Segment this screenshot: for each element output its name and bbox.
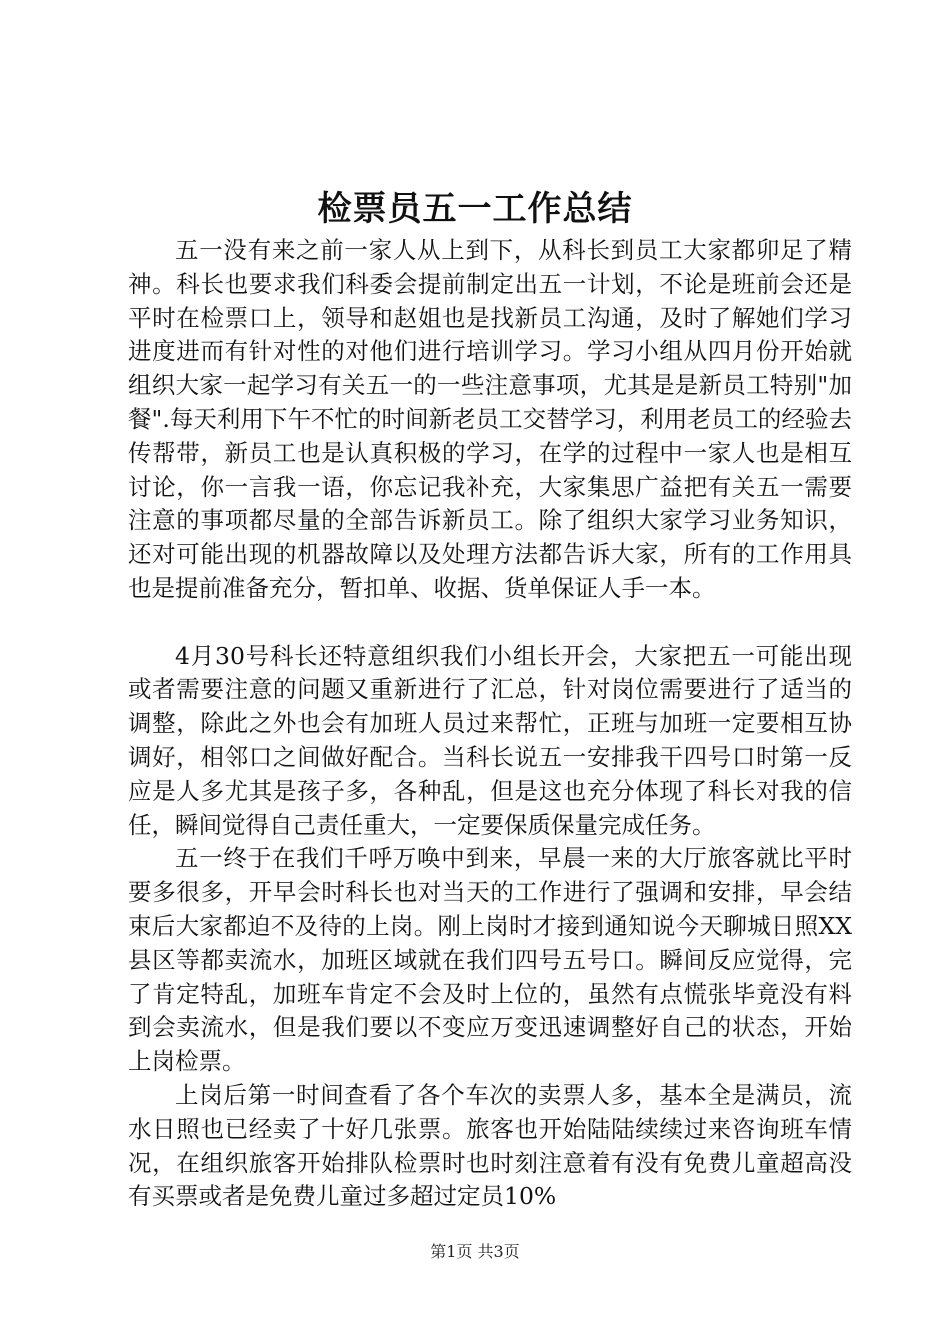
page-footer: 第1页 共3页 — [430, 1242, 520, 1261]
document-title: 检票员五一工作总结 — [317, 189, 633, 229]
paragraph-4: 上岗后第一时间查看了各个车次的卖票人多，基本全是满员，流水日照也已经卖了十好几张票。旅客也开始陆陆续续过来咨询班车情况，在组织旅客开始排队检票时也时刻注意着有没有免费儿童超高没有买票或者是免费儿童过多超过定员10% — [128, 1080, 852, 1211]
paragraph-2: 4月30号科长还特意组织我们小组长开会，大家把五一可能出现或者需要注意的问题又重新进行了汇总，针对岗位需要进行了适当的调整，除此之外也会有加班人员过来帮忙，正班与加班一定要相互协调好，相邻口之间做好配合。当科长说五一安排我干四号口时第一反应是人多尤其是孩子多，各种乱，但是这也充分体现了科长对我的信任，瞬间觉得自己责任重大，一定要保质保量完成任务。 — [128, 641, 852, 839]
paragraph-3: 五一终于在我们千呼万唤中到来，早晨一来的大厅旅客就比平时要多很多，开早会时科长也对当天的工作进行了强调和安排，早会结束后大家都迫不及待的上岗。刚上岗时才接到通知说今天聊城日照XX县区等都卖流水，加班区域就在我们四号五号口。瞬间反应觉得，完了肯定特乱，加班车肯定不会及时上位的，虽然有点慌张毕竟没有料到会卖流水，但是我们要以不变应万变迅速调整好自己的状态，开始上岗检票。 — [128, 844, 852, 1076]
document-body — [128, 234, 852, 1214]
paragraph-1: 五一没有来之前一家人从上到下，从科长到员工大家都卯足了精神。科长也要求我们科委会提前制定出五一计划，不论是班前会还是平时在检票口上，领导和赵姐也是找新员工沟通，及时了解她们学习进度进而有针对性的对他们进行培训学习。学习小组从四月份开始就组织大家一起学习有关五一的一些注意事项，尤其是是新员工特别"加餐".每天利用下午不忙的时间新老员工交替学习，利用老员工的经验去传帮带，新员工也是认真积极的学习，在学的过程中一家人也是相互讨论，你一言我一语，你忘记我补充，大家集思广益把有关五一需要注意的事项都尽量的全部告诉新员工。除了组织大家学习业务知识，还对可能出现的机器故障以及处理方法都告诉大家，所有的工作用具也是提前准备充分，暂扣单、收据、货单保证人手一本。 — [128, 236, 852, 602]
